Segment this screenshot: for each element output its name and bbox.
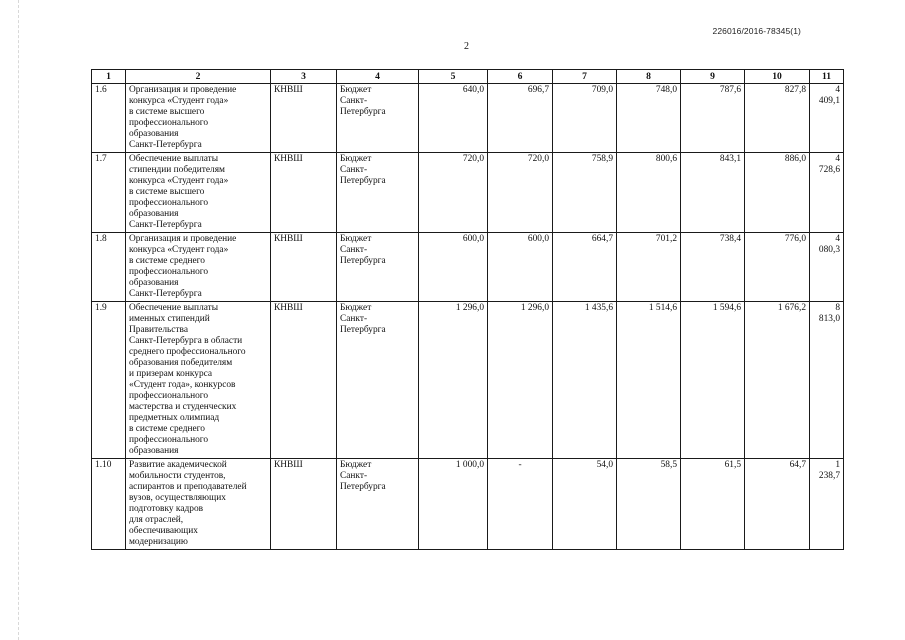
value-cell: 54,0	[553, 459, 617, 550]
column-header: 5	[419, 70, 488, 84]
row-number: 1.9	[92, 302, 126, 459]
total-cell: 1 238,7	[810, 459, 844, 550]
column-header: 9	[681, 70, 745, 84]
activity-name: Обеспечение выплаты стипендии победителям конкурса «Студент года» в системе высшего профессионального образования Санкт-Петербурга	[126, 153, 271, 233]
value-cell: 776,0	[745, 233, 810, 302]
activity-name: Организация и проведение конкурса «Студент года» в системе среднего профессионального образования Санкт-Петербурга	[126, 233, 271, 302]
value-cell: 843,1	[681, 153, 745, 233]
activity-name: Обеспечение выплаты именных стипендий Правительства Санкт-Петербурга в области среднего профессионального образования победителям и призерам конкурса «Студент года», конкурсов профессионального мастерства и студенческих предметных олимпиад в системе среднего профессионального образования	[126, 302, 271, 459]
value-cell: 64,7	[745, 459, 810, 550]
column-header: 10	[745, 70, 810, 84]
funding-source: Бюджет Санкт- Петербурга	[337, 459, 419, 550]
value-cell: 701,2	[617, 233, 681, 302]
value-cell: 640,0	[419, 84, 488, 153]
value-cell: 1 594,6	[681, 302, 745, 459]
value-cell: 1 296,0	[488, 302, 553, 459]
table-row	[92, 84, 844, 153]
table-row	[92, 153, 844, 233]
column-header: 3	[271, 70, 337, 84]
executor: КНВШ	[271, 153, 337, 233]
header-row	[92, 70, 844, 84]
row-number: 1.8	[92, 233, 126, 302]
row-number: 1.7	[92, 153, 126, 233]
value-cell: 61,5	[681, 459, 745, 550]
value-cell: 1 296,0	[419, 302, 488, 459]
value-cell: 600,0	[488, 233, 553, 302]
executor: КНВШ	[271, 84, 337, 153]
total-cell: 4 080,3	[810, 233, 844, 302]
table-row	[92, 459, 844, 550]
total-cell: 4 409,1	[810, 84, 844, 153]
scan-edge	[18, 0, 19, 640]
value-cell: 1 514,6	[617, 302, 681, 459]
value-cell: 738,4	[681, 233, 745, 302]
value-cell: 664,7	[553, 233, 617, 302]
total-cell: 8 813,0	[810, 302, 844, 459]
funding-source: Бюджет Санкт- Петербурга	[337, 84, 419, 153]
column-header: 2	[126, 70, 271, 84]
executor: КНВШ	[271, 302, 337, 459]
activity-name: Организация и проведение конкурса «Студент года» в системе высшего профессионального образования Санкт-Петербурга	[126, 84, 271, 153]
value-cell: 748,0	[617, 84, 681, 153]
value-cell: 758,9	[553, 153, 617, 233]
column-header: 1	[92, 70, 126, 84]
value-cell: 800,6	[617, 153, 681, 233]
column-header: 11	[810, 70, 844, 84]
column-header: 4	[337, 70, 419, 84]
column-header: 8	[617, 70, 681, 84]
value-cell: -	[488, 459, 553, 550]
budget-table	[91, 69, 844, 550]
column-header: 7	[553, 70, 617, 84]
value-cell: 886,0	[745, 153, 810, 233]
executor: КНВШ	[271, 459, 337, 550]
page-number: 2	[464, 41, 469, 52]
funding-source: Бюджет Санкт- Петербурга	[337, 302, 419, 459]
value-cell: 1 000,0	[419, 459, 488, 550]
value-cell: 1 676,2	[745, 302, 810, 459]
value-cell: 709,0	[553, 84, 617, 153]
value-cell: 720,0	[419, 153, 488, 233]
value-cell: 787,6	[681, 84, 745, 153]
total-cell: 4 728,6	[810, 153, 844, 233]
value-cell: 1 435,6	[553, 302, 617, 459]
executor: КНВШ	[271, 233, 337, 302]
row-number: 1.6	[92, 84, 126, 153]
value-cell: 600,0	[419, 233, 488, 302]
value-cell: 827,8	[745, 84, 810, 153]
table-row	[92, 233, 844, 302]
column-header: 6	[488, 70, 553, 84]
value-cell: 696,7	[488, 84, 553, 153]
value-cell: 58,5	[617, 459, 681, 550]
activity-name: Развитие академической мобильности студентов, аспирантов и преподавателей вузов, осуществляющих подготовку кадров для отраслей, обеспечивающих модернизацию	[126, 459, 271, 550]
funding-source: Бюджет Санкт- Петербурга	[337, 233, 419, 302]
table-row	[92, 302, 844, 459]
funding-source: Бюджет Санкт- Петербурга	[337, 153, 419, 233]
document-reference: 226016/2016-78345(1)	[712, 26, 801, 36]
value-cell: 720,0	[488, 153, 553, 233]
row-number: 1.10	[92, 459, 126, 550]
